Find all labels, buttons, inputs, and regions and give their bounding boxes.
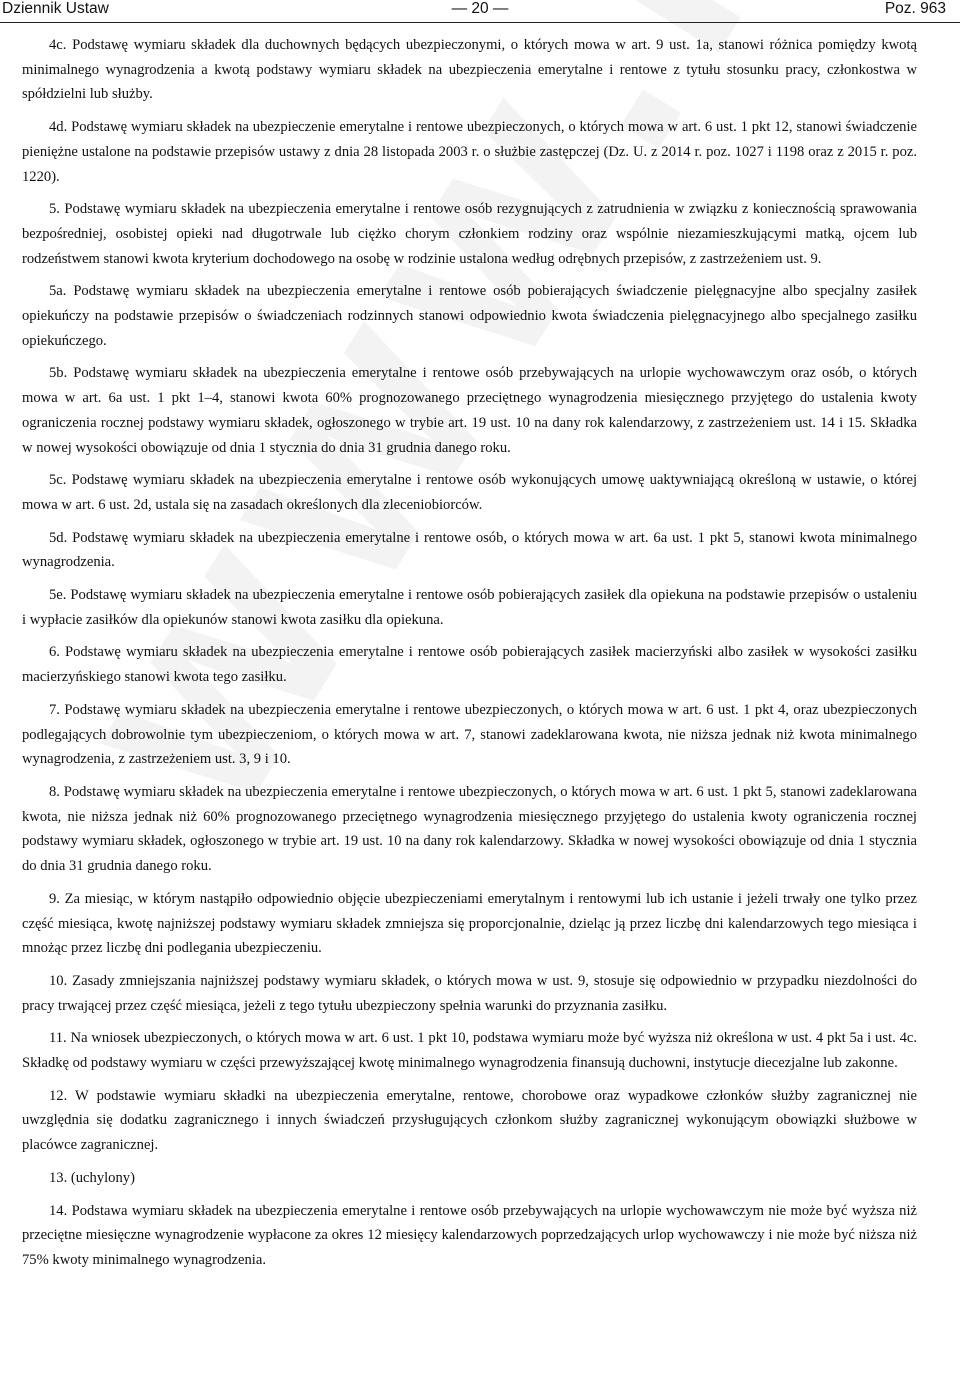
paragraph-13: 13. (uchylony): [49, 1169, 135, 1186]
paragraph-7: 7. Podstawę wymiaru składek na ubezpieczenia emerytalne i rentowe ubezpieczonych, o których mowa w art. 6 ust. 1 pkt 4, oraz ubezpieczonych podlegających dobrowolnie tym ubezpieczeniom, o których mowa w art. 7, stanowi zadeklarowana kwota, nie niższa jednak niż kwota minimalnego wynagrodzenia, z zastrzeżeniem ust. 3, 9 i 10.: [22, 701, 917, 768]
paragraph-5a: 5a. Podstawę wymiaru składek na ubezpieczenia emerytalne i rentowe osób pobierających świadczenie pielęgnacyjne albo specjalny zasiłek opiekuńczy na podstawie przepisów o świadczeniach rodzinnych stanowi odpowiednio kwota świadczenia pielęgnacyjnego albo specjalnego zasiłku opiekuńczego.: [22, 283, 917, 349]
paragraph-5: 5. Podstawę wymiaru składek na ubezpieczenia emerytalne i rentowe osób rezygnujących z zatrudnienia w związku z koniecznością sprawowania bezpośredniej, osobistej opieki nad długotrwale lub ciężko chorym członkiem rodziny oraz wspólnie niezamieszkującymi matką, ojcem lub rodzeństwem stanowi kwota kryterium dochodowego na osobę w rodzinie ustalona według odrębnych przepisów, z zastrzeżeniem ust. 9.: [22, 201, 917, 267]
paragraph-11: 11. Na wniosek ubezpieczonych, o których mowa w art. 6 ust. 1 pkt 10, podstawa wymiaru może być wyższa niż określona w ust. 4 pkt 5a i ust. 4c. Składkę od podstawy wymiaru w części przewyższającej kwotę minimalnego wynagrodzenia finansują duchowni, instytucje diecezjalne lub zakonne.: [22, 1030, 917, 1072]
paragraph-5e: 5e. Podstawę wymiaru składek na ubezpieczenia emerytalne i rentowe osób pobierających zasiłek dla opiekuna na podstawie przepisów o ustaleniu i wypłacie zasiłków dla opiekunów stanowi kwota zasiłku dla opiekuna.: [22, 587, 917, 628]
page-header: [0, 0, 960, 23]
page-number: — 20 —: [451, 0, 509, 17]
position-number: Poz. 963: [884, 0, 946, 17]
paragraph-4d: 4d. Podstawę wymiaru składek na ubezpieczenie emerytalne i rentowe ubezpieczonych, o których mowa w art. 6 ust. 1 pkt 12, stanowi świadczenie pieniężne ustalone na podstawie przepisów ustawy z dnia 28 listopada 2003 r. o służbie zastępczej (Dz. U. z 2014 r. poz. 1027 i 1198 oraz z 2015 r. poz. 1220).: [22, 119, 917, 185]
paragraph-14: 14. Podstawa wymiaru składek na ubezpieczenia emerytalne i rentowe osób przebywających na urlopie wychowawczym nie może być wyższa niż przeciętne miesięczne wynagrodzenie wypłacone za okres 12 miesięcy kalendarzowych poprzedzających urlop wychowawczy i nie może być niższa niż 75% kwoty minimalnego wynagrodzenia.: [22, 1202, 917, 1268]
paragraph-10: 10. Zasady zmniejszania najniższej podstawy wymiaru składek, o których mowa w ust. 9, stosuje się odpowiednio w przypadku niezdolności do pracy trwającej przez część miesiąca, jeżeli z tego tytułu ubezpieczony spełnia warunki do przyznania zasiłku.: [22, 972, 917, 1014]
paragraph-9: 9. Za miesiąc, w którym nastąpiło odpowiednio objęcie ubezpieczeniami emerytalnym i rentowymi lub ich ustanie i jeżeli trwały one tylko przez część miesiąca, kwotę najniższej podstawy wymiaru składek zmniejsza się proporcjonalnie, dzieląc ją przez liczbę dni kalendarzowych tego miesiąca i mnożąc przez liczbę dni podlegania ubezpieczeniu.: [22, 890, 917, 957]
paragraph-5d: 5d. Podstawę wymiaru składek na ubezpieczenia emerytalne i rentowe osób, o których mowa w art. 6a ust. 1 pkt 5, stanowi kwota minimalnego wynagrodzenia.: [22, 529, 917, 571]
paragraph-5b: 5b. Podstawę wymiaru składek na ubezpieczenia emerytalne i rentowe osób przebywających na urlopie wychowawczym oraz osób, o których mowa w art. 6a ust. 1 pkt 1–4, stanowi kwota 60% prognozowanego przeciętnego wynagrodzenia miesięcznego przyjętego do ustalenia kwoty ograniczenia rocznej podstawy wymiaru składek, ogłoszonego w trybie art. 19 ust. 10 na dany rok kalendarzowy, z zastrzeżeniem ust. 14 i 15. Składka w nowej wysokości obowiązuje od dnia 1 stycznia do dnia 31 grudnia danego roku.: [22, 365, 917, 456]
document-body: [22, 33, 917, 1281]
journal-name: Dziennik Ustaw: [2, 0, 109, 17]
paragraph-6: 6. Podstawę wymiaru składek na ubezpieczenia emerytalne i rentowe osób pobierających zasiłek macierzyński albo zasiłek w wysokości zasiłku macierzyńskiego stanowi kwota tego zasiłku.: [22, 644, 917, 686]
paragraph-4c: 4c. Podstawę wymiaru składek dla duchownych będących ubezpieczonymi, o których mowa w art. 9 ust. 1a, stanowi różnica pomiędzy kwotą minimalnego wynagrodzenia a kwotą podstawy wymiaru składek na ubezpieczenia emerytalne i rentowe z tytułu stosunku pracy, członkostwa w spółdzielni lub służby.: [22, 37, 917, 103]
paragraph-5c: 5c. Podstawę wymiaru składek na ubezpieczenia emerytalne i rentowe osób wykonujących umowę uaktywniającą określoną w ustawie, o której mowa w art. 6 ust. 2d, ustala się na zasadach określonych dla zleceniobiorców.: [22, 472, 917, 513]
paragraph-8: 8. Podstawę wymiaru składek na ubezpieczenia emerytalne i rentowe ubezpieczonych, o których mowa w art. 6 ust. 1 pkt 5, stanowi zadeklarowana kwota, nie niższa jednak niż 60% prognozowanego przeciętnego wynagrodzenia miesięcznego przyjętego do ustalenia kwoty ograniczenia rocznej podstawy wymiaru składek, ogłoszonego w trybie art. 19 ust. 10 na dany rok kalendarzowy. Składka w nowej wysokości obowiązuje od dnia 1 stycznia do dnia 31 grudnia danego roku.: [22, 783, 917, 875]
paragraph-12: 12. W podstawie wymiaru składki na ubezpieczenia emerytalne, rentowe, chorobowe oraz wypadkowe członków służby zagranicznej nie uwzględnia się dodatku zagranicznego i innych świadczeń przysługujących członkom służby zagranicznej wykonującym obowiązki służbowe w placówce zagranicznej.: [22, 1087, 917, 1154]
